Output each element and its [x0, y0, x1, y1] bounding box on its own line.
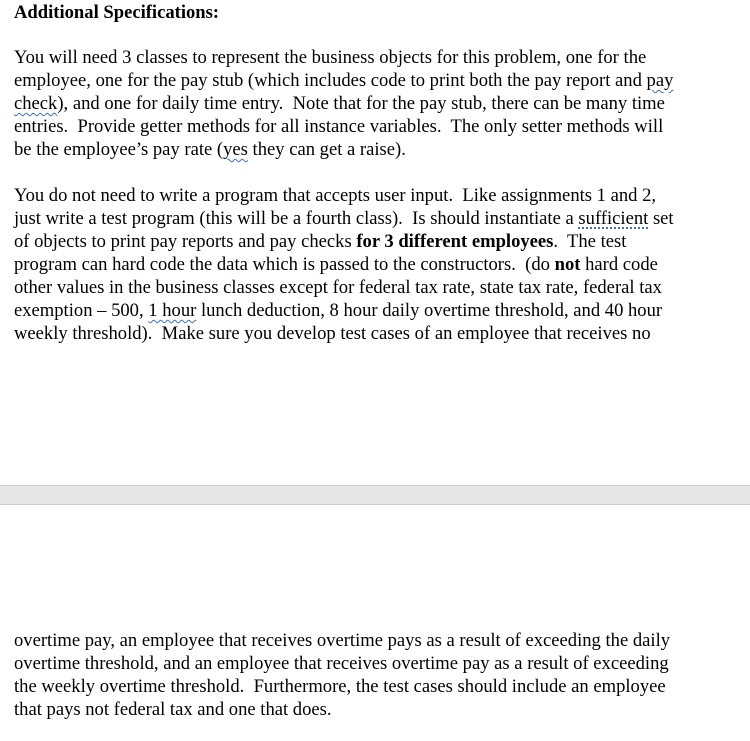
bold-text: for 3 different employees [356, 231, 554, 252]
document-page-bottom [0, 505, 750, 741]
grammar-flag[interactable]: pay [646, 70, 674, 91]
text-line: be the employee’s pay rate ( [14, 139, 224, 160]
text-line: You do not need to write a program that accepts user input. Like assignments 1 and 2, [14, 185, 657, 206]
text-line: the weekly overtime threshold. Furthermore, the test cases should include an employee [14, 676, 666, 697]
text-line: ), and one for daily time entry. Note that for the pay stub, there can be many time [57, 93, 665, 114]
text-line: hard code [580, 254, 658, 275]
text-line: weekly threshold). Make sure you develop test cases of an employee that receives no [14, 323, 651, 344]
text-line: overtime threshold, and an employee that receives overtime pay as a result of exceeding [14, 653, 669, 674]
paragraph-test-program [14, 184, 736, 345]
text-line: that pays not federal tax and one that does. [14, 699, 332, 720]
grammar-flag[interactable]: yes [223, 139, 248, 160]
text-line: employee, one for the pay stub (which includes code to print both the pay report and [14, 70, 647, 91]
text-line: overtime pay, an employee that receives overtime pays as a result of exceeding the daily [14, 630, 671, 651]
grammar-flag[interactable]: check [14, 93, 58, 114]
style-flag[interactable]: sufficient [578, 208, 649, 229]
page-break-gap [0, 485, 750, 505]
section-heading: Additional Specifications: [14, 2, 220, 23]
text-line: other values in the business classes except for federal tax rate, state tax rate, federal tax [14, 277, 662, 298]
text-line: . The test [553, 231, 627, 252]
text-line: set [648, 208, 674, 229]
text-line: entries. Provide getter methods for all instance variables. The only setter methods will [14, 116, 664, 137]
text-line: of objects to print pay reports and pay checks [14, 231, 357, 252]
paragraph-test-cases [14, 629, 736, 721]
text-line: lunch deduction, 8 hour daily overtime threshold, and 40 hour [196, 300, 663, 321]
text-line: program can hard code the data which is passed to the constructors. (do [14, 254, 555, 275]
text-line: You will need 3 classes to represent the business objects for this problem, one for the [14, 47, 647, 68]
paragraph-classes [14, 46, 736, 161]
text-line: just write a test program (this will be a fourth class). Is should instantiate a [14, 208, 579, 229]
text-line: they can get a raise). [247, 139, 406, 160]
text-line: exemption – 500, [14, 300, 149, 321]
bold-text: not [554, 254, 581, 275]
grammar-flag[interactable]: 1 hour [148, 300, 197, 321]
